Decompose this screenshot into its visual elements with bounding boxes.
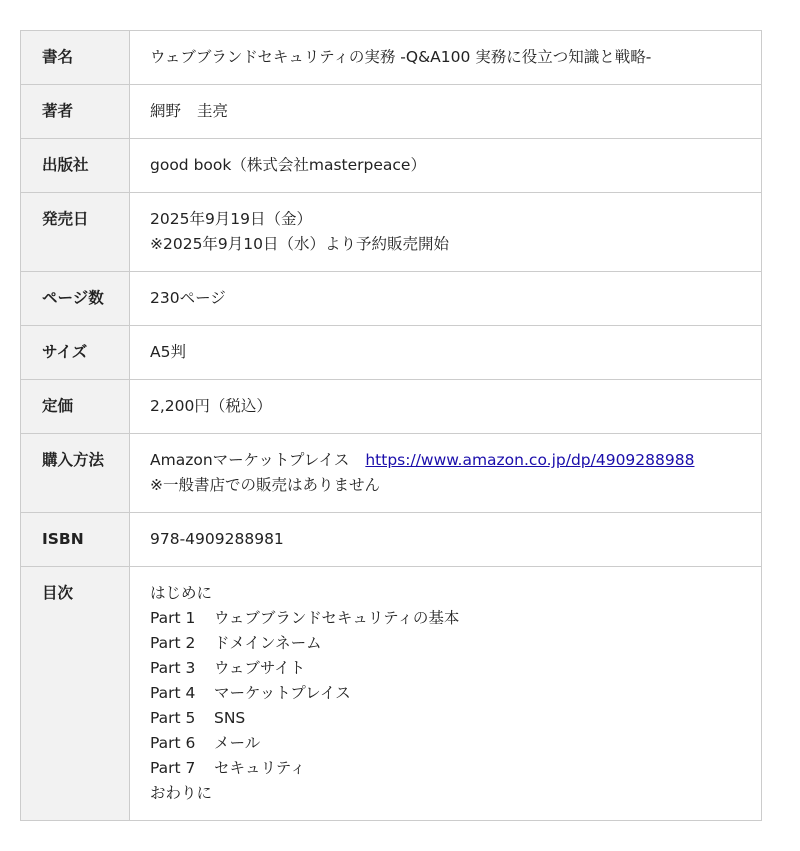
row-title xyxy=(21,31,762,85)
release-note: ※2025年9月10日（水）より予約販売開始 xyxy=(150,235,450,253)
toc-part-title: ドメインネーム xyxy=(214,634,322,652)
toc-item xyxy=(150,681,751,706)
size-value: A5判 xyxy=(130,326,762,380)
purchase-label: 購入方法 xyxy=(21,434,130,513)
toc-item xyxy=(150,606,751,631)
row-release xyxy=(21,193,762,272)
size-label: サイズ xyxy=(21,326,130,380)
row-author xyxy=(21,85,762,139)
amazon-link[interactable]: https://www.amazon.co.jp/dp/4909288988 xyxy=(365,451,695,469)
title-label: 書名 xyxy=(21,31,130,85)
book-info-table xyxy=(20,30,762,821)
toc-part-title: セキュリティ xyxy=(214,759,306,777)
toc-item xyxy=(150,706,751,731)
isbn-label: ISBN xyxy=(21,513,130,567)
pages-value: 230ページ xyxy=(130,272,762,326)
toc-item xyxy=(150,731,751,756)
toc-part-title: SNS xyxy=(214,709,246,727)
row-purchase xyxy=(21,434,762,513)
author-value xyxy=(130,85,762,139)
purchase-line xyxy=(150,448,751,473)
row-isbn xyxy=(21,513,762,567)
price-label: 定価 xyxy=(21,380,130,434)
purchase-channel: Amazonマーケットプレイス xyxy=(150,451,350,469)
toc-part-title: マーケットプレイス xyxy=(214,684,351,702)
price-value: 2,200円（税込） xyxy=(130,380,762,434)
title-value: ウェブブランドセキュリティの実務 -Q&A100 実務に役立つ知識と戦略- xyxy=(130,31,762,85)
toc-part-number: Part 4 xyxy=(150,684,196,702)
author-label: 著者 xyxy=(21,85,130,139)
toc-part-number: Part 5 xyxy=(150,709,196,727)
toc-part-title: ウェブサイト xyxy=(214,659,306,677)
toc-part-number: Part 2 xyxy=(150,634,196,652)
toc-part-number: Part 7 xyxy=(150,759,196,777)
release-date: 2025年9月19日（金） xyxy=(150,210,313,228)
toc-part-title: ウェブブランドセキュリティの基本 xyxy=(214,609,460,627)
toc-item xyxy=(150,756,751,781)
row-pages xyxy=(21,272,762,326)
toc-label: 目次 xyxy=(21,567,130,821)
purchase-note: ※一般書店での販売はありません xyxy=(150,476,380,494)
author-family-name: 網野 xyxy=(150,102,182,120)
toc-item xyxy=(150,656,751,681)
publisher-label: 出版社 xyxy=(21,139,130,193)
row-publisher xyxy=(21,139,762,193)
author-given-name: 圭亮 xyxy=(197,102,229,120)
pages-label: ページ数 xyxy=(21,272,130,326)
toc-part-number: Part 1 xyxy=(150,609,196,627)
toc-part-number: Part 3 xyxy=(150,659,196,677)
release-label: 発売日 xyxy=(21,193,130,272)
toc-part-title: メール xyxy=(214,734,261,752)
row-size xyxy=(21,326,762,380)
release-value xyxy=(130,193,762,272)
publisher-value: good book（株式会社masterpeace） xyxy=(130,139,762,193)
row-toc xyxy=(21,567,762,821)
purchase-value xyxy=(130,434,762,513)
toc-intro: はじめに xyxy=(150,584,213,602)
isbn-value: 978-4909288981 xyxy=(130,513,762,567)
toc-part-number: Part 6 xyxy=(150,734,196,752)
row-price xyxy=(21,380,762,434)
toc-item xyxy=(150,631,751,656)
toc-outro: おわりに xyxy=(150,784,213,802)
toc-value xyxy=(130,567,762,821)
